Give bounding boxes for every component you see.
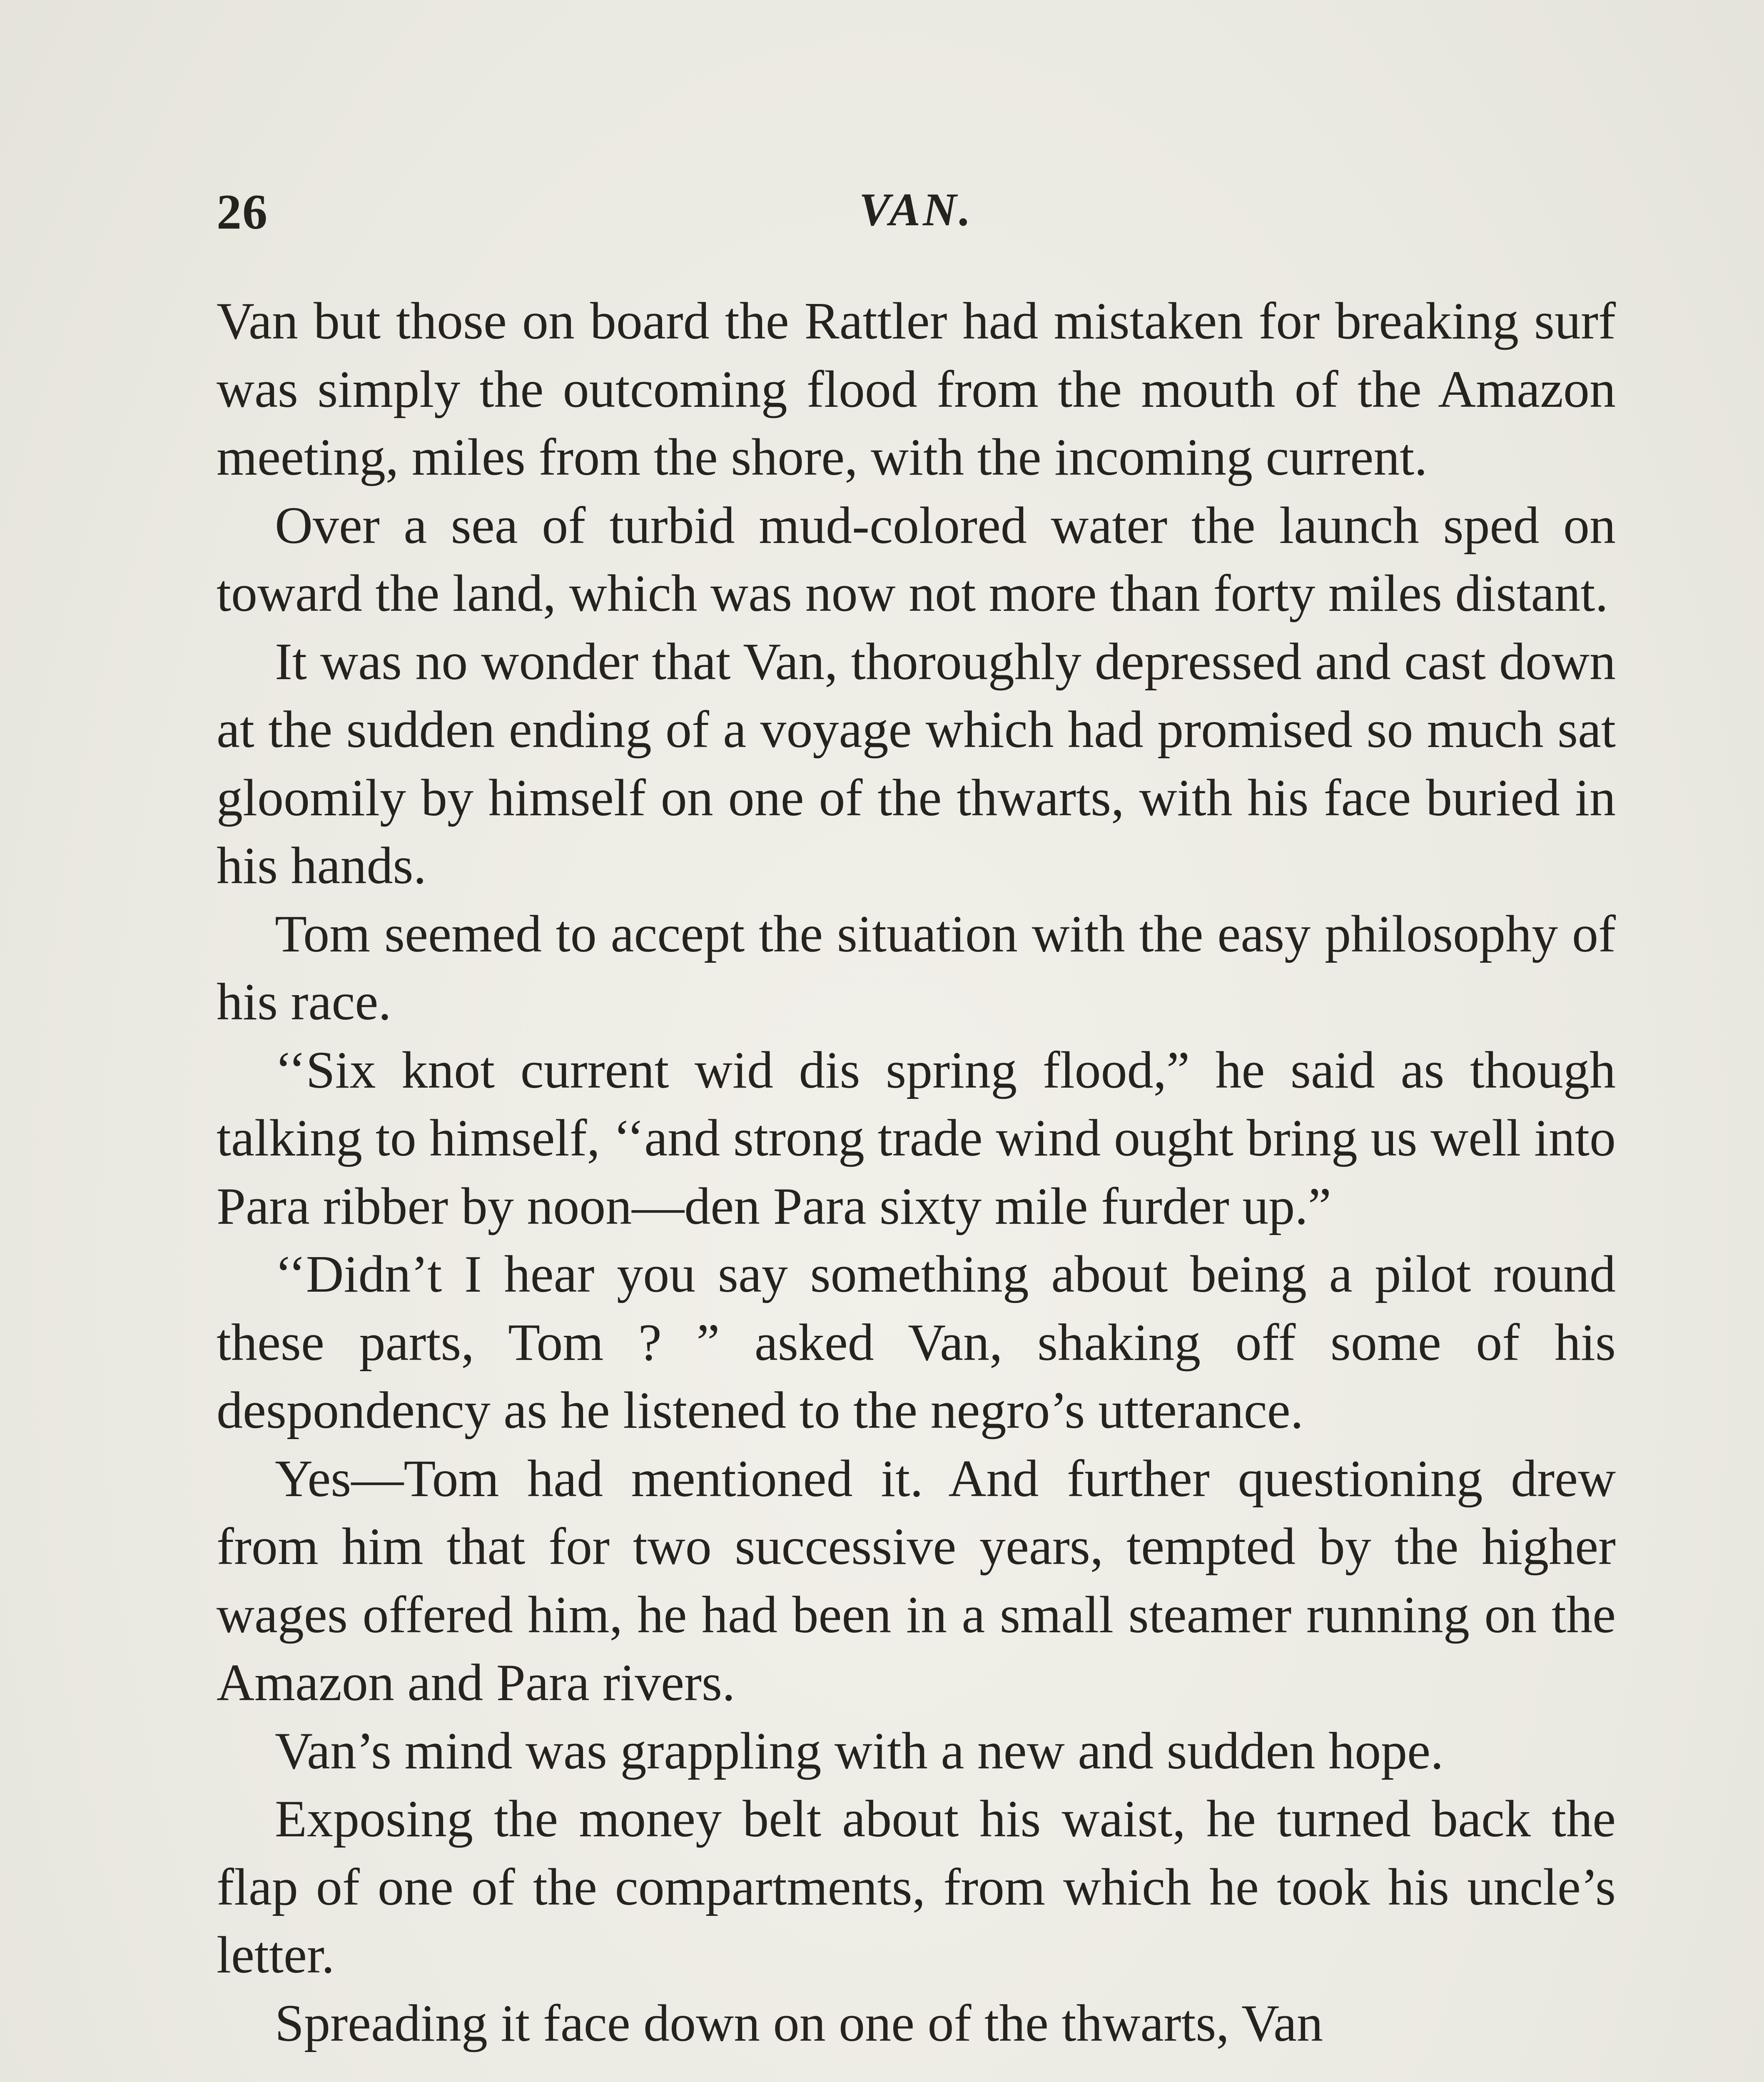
running-title: VAN. bbox=[859, 184, 973, 236]
paragraph: Exposing the money belt about his waist, he turned back the flap of one of the compartments, from which he took his uncle’s letter. bbox=[217, 1790, 1616, 1984]
paragraph: Van’s mind was grappling with a new and sudden hope. bbox=[275, 1722, 1444, 1780]
paragraph: ‘‘Didn’t I hear you say something about being a pilot round these parts, Tom ? ” asked Van, shaking off some of his despondency as he listened to the negro’s utterance. bbox=[217, 1245, 1616, 1439]
page-number: 26 bbox=[217, 184, 268, 239]
body-text bbox=[217, 287, 1616, 2057]
paragraph: Over a sea of turbid mud-colored water the launch sped on toward the land, which was now not more than forty miles distant. bbox=[217, 496, 1616, 623]
paragraph: ‘‘Six knot current wid dis spring flood,” he said as though talking to himself, ‘‘and strong trade wind ought bring us well into Para ribber by noon—den Para sixty mile furder up.” bbox=[217, 1041, 1616, 1235]
paragraph: Van but those on board the Rattler had mistaken for breaking surf was simply the outcoming flood from the mouth of the Amazon meeting, miles from the shore, with the incoming current. bbox=[217, 292, 1616, 486]
paragraph: Yes—Tom had mentioned it. And further questioning drew from him that for two successive years, tempted by the higher wages offered him, he had been in a small steamer running on the Amazon and Para rivers. bbox=[217, 1449, 1616, 1712]
paragraph: Tom seemed to accept the situation with the easy philosophy of his race. bbox=[217, 905, 1616, 1031]
paragraph: Spreading it face down on one of the thwarts, Van bbox=[275, 1994, 1323, 2052]
paragraph: It was no wonder that Van, thoroughly depressed and cast down at the sudden ending of a voyage which had promised so much sat gloomily by himself on one of the thwarts, with his face buried in his hands. bbox=[217, 633, 1616, 895]
running-head bbox=[217, 183, 1616, 250]
